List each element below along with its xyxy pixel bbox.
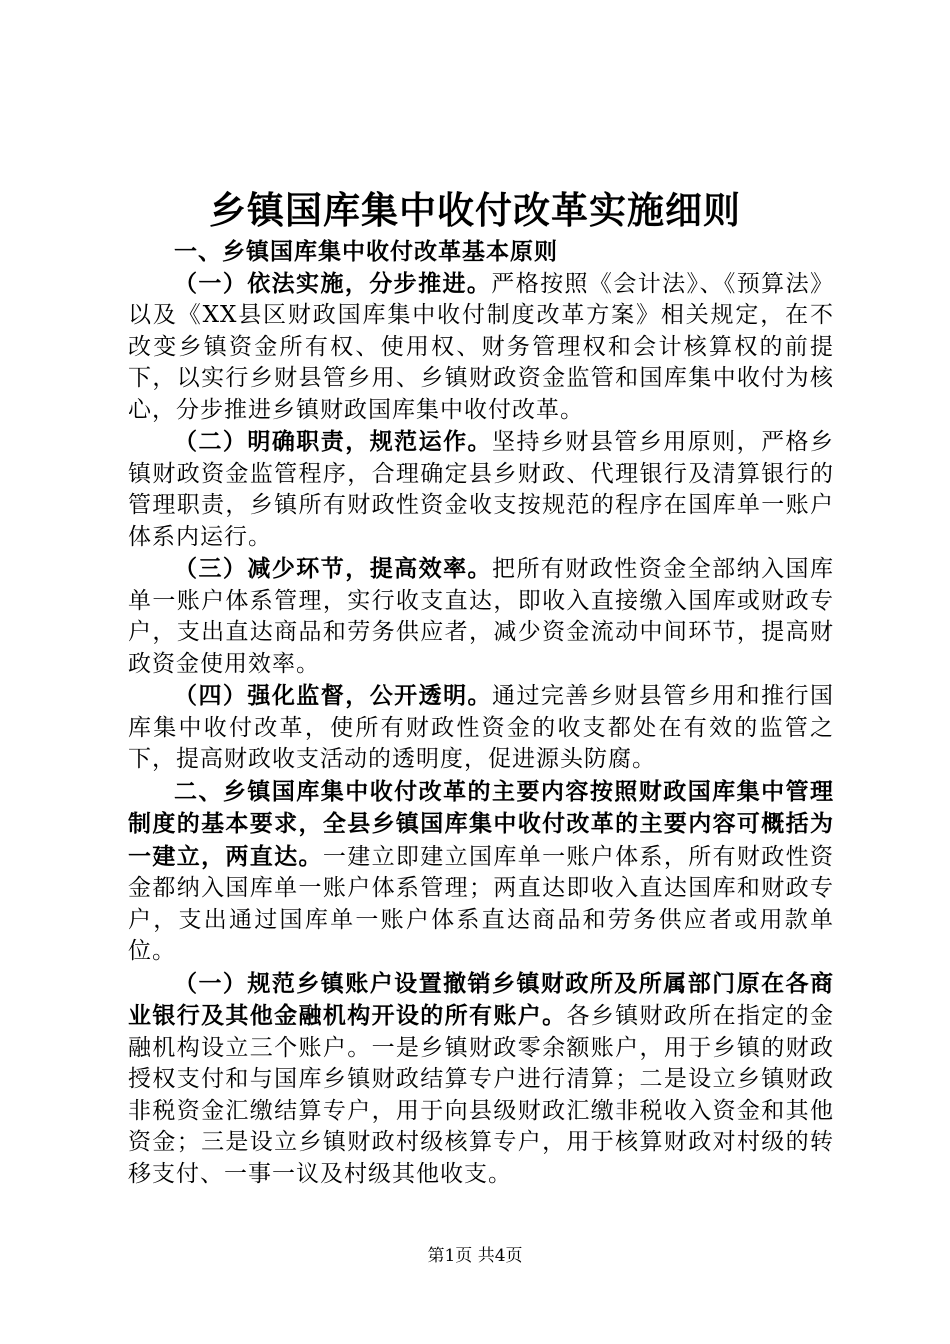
item-lead: （一）规范乡镇账户设置撤销乡镇财政所及所属部门原在各商业银行及其他金融机构开设的所有账户。 bbox=[128, 969, 834, 1029]
section-1-item-3 bbox=[128, 553, 834, 680]
document-body bbox=[128, 236, 834, 1190]
section-2-lead: 二、乡镇国库集中收付改革的主要内容按照财政国库集中管理制度的基本要求，全县乡镇国库集中收付改革的主要内容可概括为一建立，两直达。 bbox=[128, 777, 834, 870]
section-2-item-1 bbox=[128, 968, 834, 1191]
section-1-item-4 bbox=[128, 680, 834, 776]
section-1-item-2 bbox=[128, 426, 834, 553]
item-text: 把所有财政性资金全部纳入国库单一账户体系管理，实行收支直达，即收入直接缴入国库或财政专户，支出直达商品和劳务供应者，减少资金流动中间环节，提高财政资金使用效率。 bbox=[128, 556, 835, 677]
item-text: 通过完善乡财县管乡用和推行国库集中收付改革，使所有财政性资金的收支都处在有效的监管之下，提高财政收支活动的透明度，促进源头防腐。 bbox=[128, 683, 835, 772]
item-text: 坚持乡财县管乡用原则，严格乡镇财政资金监管程序，合理确定县乡财政、代理银行及清算银行的管理职责，乡镇所有财政性资金收支按规范的程序在国库单一账户体系内运行。 bbox=[128, 429, 835, 550]
item-lead: （一）依法实施，分步推进。 bbox=[174, 269, 492, 297]
item-lead: （四）强化监督，公开透明。 bbox=[174, 682, 492, 709]
document-title: 乡镇国库集中收付改革实施细则 bbox=[209, 188, 741, 232]
item-lead: （三）减少环节，提高效率。 bbox=[174, 555, 492, 582]
page-footer: 第1页 共4页 bbox=[427, 1246, 523, 1266]
section-2-text: 一建立即建立国库单一账户体系，所有财政性资金都纳入国库单一账户体系管理；两直达即收入直达国库和财政专户，支出通过国库单一账户体系直达商品和劳务供应者或用款单位。 bbox=[128, 843, 835, 964]
section-2-paragraph bbox=[128, 776, 834, 968]
item-lead: （二）明确职责，规范运作。 bbox=[174, 428, 492, 455]
item-text: 严格按照《会计法》、《预算法》以及《XX县区财政国库集中收付制度改革方案》相关规定，在不改变乡镇资金所有权、使用权、财务管理权和会计核算权的前提下，以实行乡财县管乡用、乡镇财政资金监管和国库集中收付为核心，分步推进乡镇财政国库集中收付改革。 bbox=[128, 270, 835, 423]
section-1-item-1 bbox=[128, 268, 834, 427]
section-1-heading: 一、乡镇国库集中收付改革基本原则 bbox=[174, 238, 558, 265]
item-text: 各乡镇财政所在指定的金融机构设立三个账户。一是乡镇财政零余额账户，用于乡镇的财政授权支付和与国库乡镇财政结算专户进行清算；二是设立乡镇财政非税资金汇缴结算专户，用于向县级财政汇缴非税收入资金和其他资金；三是设立乡镇财政村级核算专户，用于核算财政对村级的转移支付、一事一议及村级其他收支。 bbox=[128, 1003, 835, 1187]
